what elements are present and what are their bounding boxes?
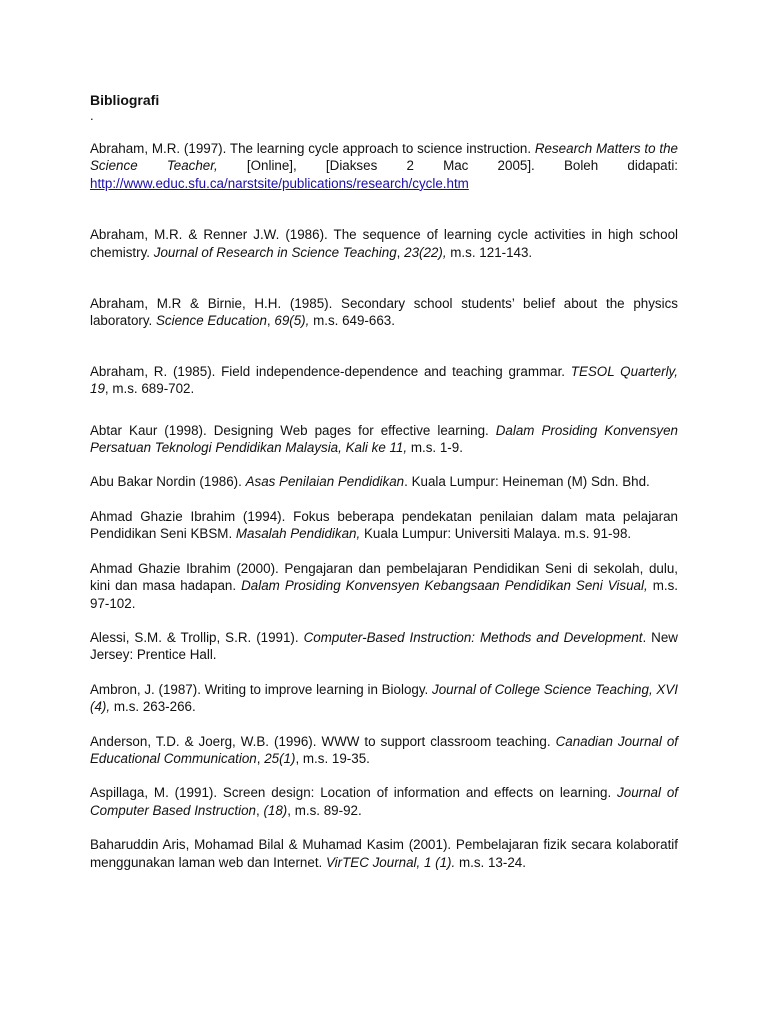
bibliography-entry <box>90 629 678 664</box>
bibliography-entry <box>90 733 678 768</box>
citation-italic: Journal of Research in Science Teaching <box>153 244 397 260</box>
bibliography-entry <box>90 422 678 457</box>
citation-italic: Research Matters to the Science Teacher, <box>90 141 678 174</box>
citation-text: Kuala Lumpur: Universiti Malaya. m.s. 91-98. <box>360 526 632 542</box>
bibliography-entry <box>90 560 678 612</box>
citation-text: , m.s. 19-35. <box>295 750 370 766</box>
citation-text: m.s. 97-102. <box>90 578 678 611</box>
bibliography-entry <box>90 295 678 330</box>
citation-italic: Canadian Journal of Educational Communication <box>90 733 678 766</box>
citation-text: Abraham, M.R. & Renner J.W. (1986). The sequence of learning cycle activities in high school chemistry. <box>90 227 678 260</box>
citation-italic: Journal of College Science Teaching, XVI (4), <box>90 681 678 715</box>
bibliography-entry <box>90 681 678 716</box>
citation-italic: 23(22), <box>404 244 447 260</box>
citation-text: Ahmad Ghazie Ibrahim (1994). Fokus beberapa pendekatan penilaian dalam mata pelajaran Pendidikan Seni KBSM. <box>90 508 678 542</box>
bibliography-entry <box>90 226 678 261</box>
citation-italic: Dalam Prosiding Konvensyen Persatuan Teknologi Pendidikan Malaysia, Kali ke 11, <box>90 422 678 456</box>
citation-italic: 69(5), <box>274 313 310 329</box>
citation-text: Ahmad Ghazie Ibrahim (2000). Pengajaran dan pembelajaran Pendidikan Seni di sekolah, dulu, kini dan masa hadapan. <box>90 560 678 594</box>
citation-link[interactable]: http://www.educ.sfu.ca/narstsite/publications/research/cycle.htm <box>90 175 469 191</box>
page-title: Bibliografi <box>90 92 160 108</box>
citation-text: , m.s. 689-702. <box>104 381 195 397</box>
citation-italic: Dalam Prosiding Konvensyen Kebangsaan Pendidikan Seni Visual, <box>241 578 648 594</box>
bibliography-entry <box>90 140 678 192</box>
citation-text: Baharuddin Aris, Mohamad Bilal & Muhamad Kasim (2001). Pembelajaran fizik secara kolaboratif menggunakan laman web dan Internet. <box>90 837 678 870</box>
citation-text: Aspillaga, M. (1991). Screen design: Location of information and effects on learning. <box>90 785 618 801</box>
citation-text: m.s. 13-24. <box>455 854 526 870</box>
citation-text: m.s. 649-663. <box>309 313 395 329</box>
citation-text: Abtar Kaur (1998). Designing Web pages for effective learning. <box>90 422 496 438</box>
citation-italic: Masalah Pendidikan, <box>235 526 361 542</box>
citation-text: Ambron, J. (1987). Writing to improve learning in Biology. <box>90 681 433 697</box>
citation-text: [Online], [Diakses 2 Mac 2005]. Boleh didapati: <box>217 158 679 174</box>
citation-text: m.s. 1-9. <box>407 440 463 456</box>
bibliography-entry <box>90 473 678 490</box>
citation-italic: VirTEC Journal, 1 (1). <box>325 854 456 870</box>
citation-text: m.s. 263-266. <box>110 699 196 715</box>
citation-italic: TESOL Quarterly, 19 <box>90 363 678 397</box>
citation-text: Abu Bakar Nordin (1986). <box>90 474 246 490</box>
citation-italic: Journal of Computer Based Instruction <box>90 785 678 818</box>
bibliography-content <box>90 92 678 871</box>
citation-text: Anderson, T.D. & Joerg, W.B. (1996). WWW to support classroom teaching. <box>90 733 556 749</box>
citation-text: , <box>396 244 405 260</box>
citation-text: m.s. 121-143. <box>446 244 533 260</box>
citation-text: Abraham, M.R & Birnie, H.H. (1985). Secondary school students’ belief about the physics laboratory. <box>90 296 678 329</box>
citation-text: . New Jersey: Prentice Hall. <box>90 629 678 663</box>
citation-italic: Science Education <box>156 313 267 329</box>
citation-text: , <box>256 750 265 766</box>
citation-text: Alessi, S.M. & Trollip, S.R. (1991). <box>90 629 304 645</box>
stray-dot: . <box>90 108 94 123</box>
citation-text: . Kuala Lumpur: Heineman (M) Sdn. Bhd. <box>404 474 650 490</box>
bibliography-entry <box>90 508 678 543</box>
bibliography-entry <box>90 836 678 871</box>
citation-italic: 25(1) <box>264 750 296 766</box>
citation-text: , <box>255 802 264 818</box>
citation-text: , m.s. 89-92. <box>287 802 362 818</box>
citation-italic: (18) <box>263 802 288 818</box>
citation-text: , <box>266 313 275 329</box>
bibliography-entry <box>90 784 678 819</box>
citation-text: Abraham, M.R. (1997). The learning cycle approach to science instruction. <box>90 141 535 156</box>
citation-italic: Computer-Based Instruction: Methods and Development <box>303 629 643 645</box>
citation-text: Abraham, R. (1985). Field independence-dependence and teaching grammar. <box>90 363 571 379</box>
bibliography-list <box>90 140 678 871</box>
bibliography-entry <box>90 363 678 398</box>
citation-italic: Asas Penilaian Pendidikan <box>245 474 405 490</box>
